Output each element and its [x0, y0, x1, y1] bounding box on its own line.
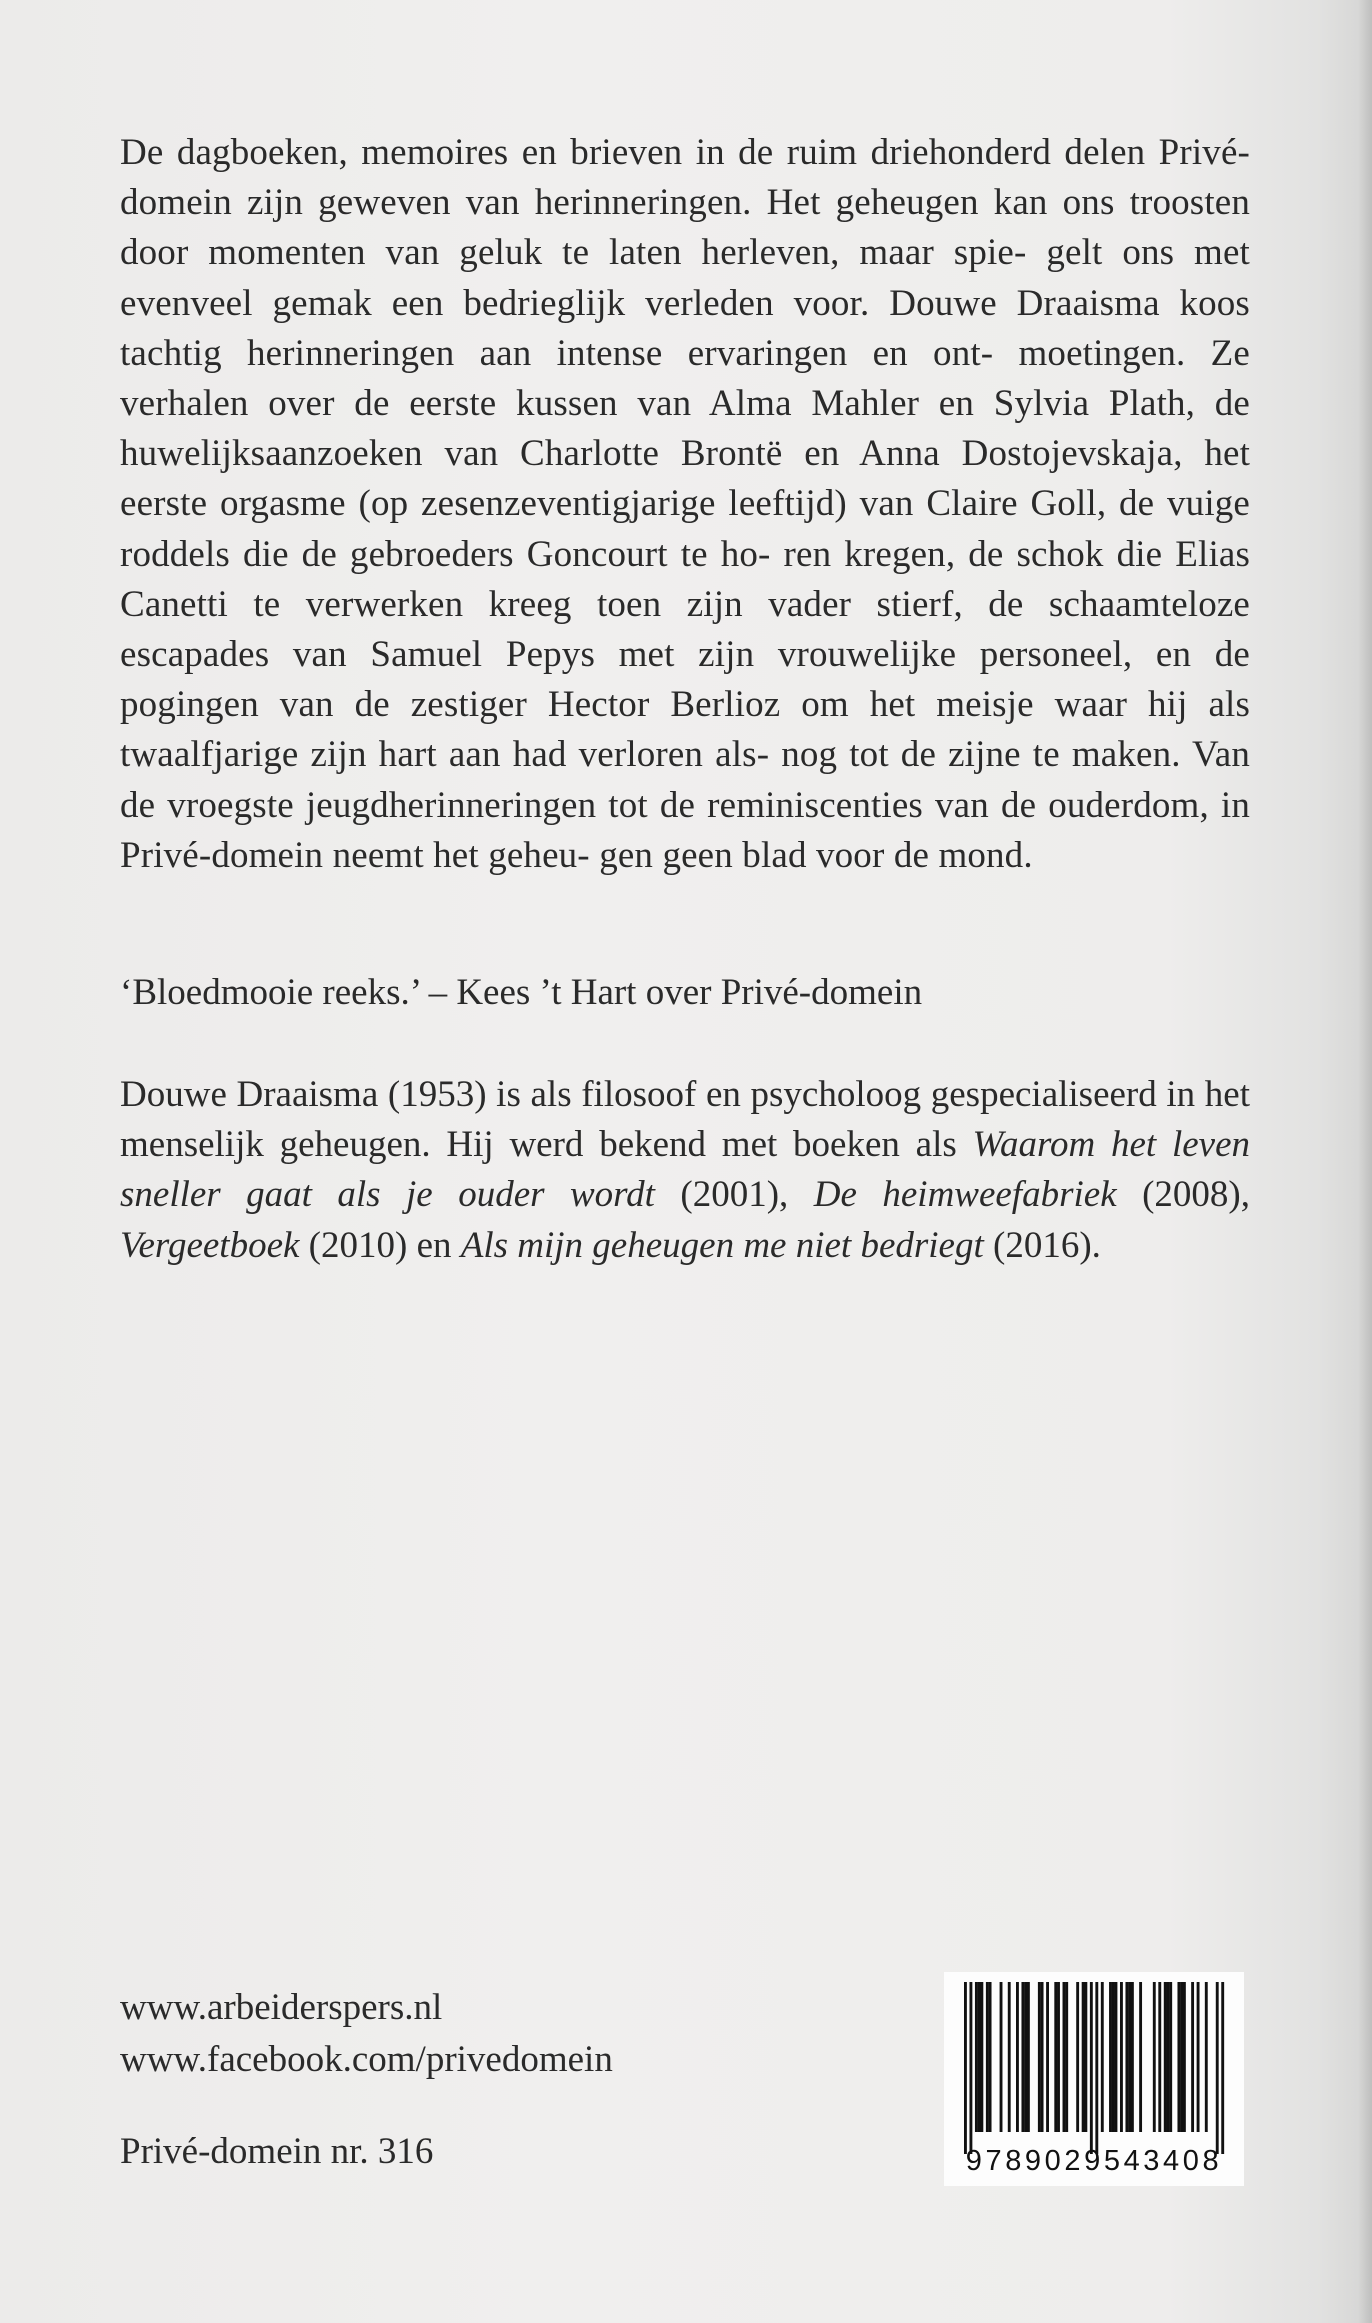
blurb-line: om het meisje waar hij als twaalfjarige zijn hart aan had verloren als-: [120, 684, 1250, 776]
barcode-bar: [1063, 1982, 1066, 2132]
book-title: Waarom het leven sneller gaat als je ouder wordt: [120, 1124, 1251, 1216]
barcode-bar: [1095, 1982, 1098, 2154]
barcode-bar: [1008, 1982, 1011, 2132]
barcode-bar: [1084, 1982, 1087, 2132]
barcode-bar: [1065, 1982, 1068, 2132]
blurb-text: [120, 128, 1250, 881]
blurb-line: moetingen. Ze verhalen over de eerste kussen van Alma Mahler en: [120, 332, 1250, 425]
barcode-bar: [1115, 1982, 1118, 2132]
blurb-line: gen geen blad voor de mond.: [599, 834, 1033, 876]
barcode-bar: [1024, 1982, 1027, 2132]
barcode-bar: [1191, 1982, 1194, 2132]
barcode-bar: [1125, 1982, 1128, 2132]
blurb-line: ren kregen, de schok die Elias Canetti te verwerken kreeg toen zijn: [120, 533, 1250, 625]
barcode-bar: [1169, 1982, 1172, 2132]
links-block: [120, 1982, 613, 2086]
barcode-bar: [1038, 1982, 1041, 2132]
barcode-bar: [1041, 1982, 1044, 2132]
barcode-bar: [1180, 1982, 1183, 2132]
barcode-bar: [1016, 1982, 1019, 2132]
blurb-line: nog tot de zijne te maken. Van de vroegste jeugdherinneringen tot de: [120, 734, 1251, 826]
book-year: (2016).: [983, 1224, 1101, 1266]
isbn-barcode: [944, 1972, 1244, 2186]
book-title: Vergeetboek: [120, 1224, 300, 1266]
barcode-bar: [980, 1982, 983, 2132]
barcode-bars: [952, 1982, 1236, 2160]
barcode-bar: [975, 1982, 978, 2132]
barcode-bar: [986, 1982, 989, 2132]
review-quote: ‘Bloedmooie reeks.’ – Kees ’t Hart over Privé-domein: [120, 972, 923, 1013]
facebook-link[interactable]: www.facebook.com/privedomein: [120, 2039, 613, 2080]
author-bio: [120, 1070, 1250, 1271]
barcode-bar: [1139, 1982, 1142, 2132]
blurb-line: ons troosten door momenten van geluk te laten herleven, maar spie-: [120, 182, 1250, 274]
barcode-bar: [1082, 1982, 1085, 2132]
barcode-bar: [1000, 1982, 1003, 2132]
barcode-bar: [1076, 1982, 1079, 2132]
barcode-bar: [1153, 1982, 1156, 2132]
blurb-line: Privé-domein zijn geweven van herinneringen. Het geheugen kan: [120, 132, 1250, 224]
barcode-bar: [1027, 1982, 1030, 2132]
book-year: (2001),: [654, 1174, 814, 1216]
series-number: Privé-domein nr. 316: [120, 2131, 434, 2172]
barcode-bar: [1183, 1982, 1186, 2132]
blurb-line: vader stierf, de schaamteloze escapades van Samuel Pepys met zijn: [120, 583, 1250, 676]
barcode-bar: [989, 1982, 992, 2132]
barcode-bar: [1131, 1982, 1134, 2132]
barcode-bar: [978, 1982, 981, 2132]
book-year: (2010) en: [299, 1224, 461, 1266]
barcode-bar: [1109, 1982, 1112, 2132]
barcode-bar: [969, 1982, 972, 2154]
blurb-line: van Claire Goll, de vuige roddels die de gebroeders Goncourt te ho-: [120, 483, 1250, 575]
blurb-line: De dagboeken, memoires en brieven in de ruim driehonderd delen: [120, 132, 1159, 173]
barcode-bar: [1021, 1982, 1024, 2132]
author-bio-intro: Douwe Draaisma (1953) is als filosoof en psycholoog gespecialiseerd in het menselijk geheugen. Hij werd bekend met boeken als: [120, 1074, 1250, 1166]
blurb-line: reminiscenties van de ouderdom, in Privé-domein neemt het geheu-: [120, 784, 1250, 876]
barcode-bar: [1197, 1982, 1200, 2132]
barcode-bar: [1101, 1982, 1104, 2132]
publisher-link[interactable]: www.arbeiderspers.nl: [120, 1987, 443, 2028]
barcode-bar: [1158, 1982, 1161, 2132]
barcode-bar: [1167, 1982, 1170, 2132]
barcode-bar: [1177, 1982, 1180, 2132]
barcode-bar: [1216, 1982, 1219, 2154]
blurb-line: Sylvia Plath, de huwelijksaanzoeken van Charlotte Brontë en Anna: [120, 383, 1250, 475]
barcode-bar: [1128, 1982, 1131, 2132]
barcode-bar: [1120, 1982, 1123, 2132]
blurb-line: Dostojevskaja, het eerste orgasme (op zesenzeventigjarige leeftijd): [120, 433, 1250, 525]
blurb-line: vrouwelijke personeel, en de pogingen van de zestiger Hector Berlioz: [120, 634, 1250, 726]
barcode-bar: [1090, 1982, 1093, 2154]
book-title: Als mijn geheugen me niet bedriegt: [460, 1224, 984, 1266]
barcode-bar: [1221, 1982, 1224, 2154]
barcode-bar: [1057, 1982, 1060, 2132]
barcode-bar: [1164, 1982, 1167, 2132]
barcode-bar: [1046, 1982, 1049, 2132]
barcode-bar: [1205, 1982, 1208, 2132]
book-year: (2008),: [1116, 1174, 1250, 1216]
isbn-digits: 9789029543408: [965, 2145, 1223, 2177]
barcode-bar: [1112, 1982, 1115, 2132]
barcode-bar: [964, 1982, 967, 2154]
blurb-line: Draaisma koos tachtig herinneringen aan intense ervaringen en ont-: [120, 282, 1250, 374]
barcode-bar: [1054, 1982, 1057, 2132]
book-title: De heimweefabriek: [813, 1174, 1117, 1216]
blurb-line: gelt ons met evenveel gemak een bedrieglijk verleden voor. Douwe: [120, 232, 1250, 324]
